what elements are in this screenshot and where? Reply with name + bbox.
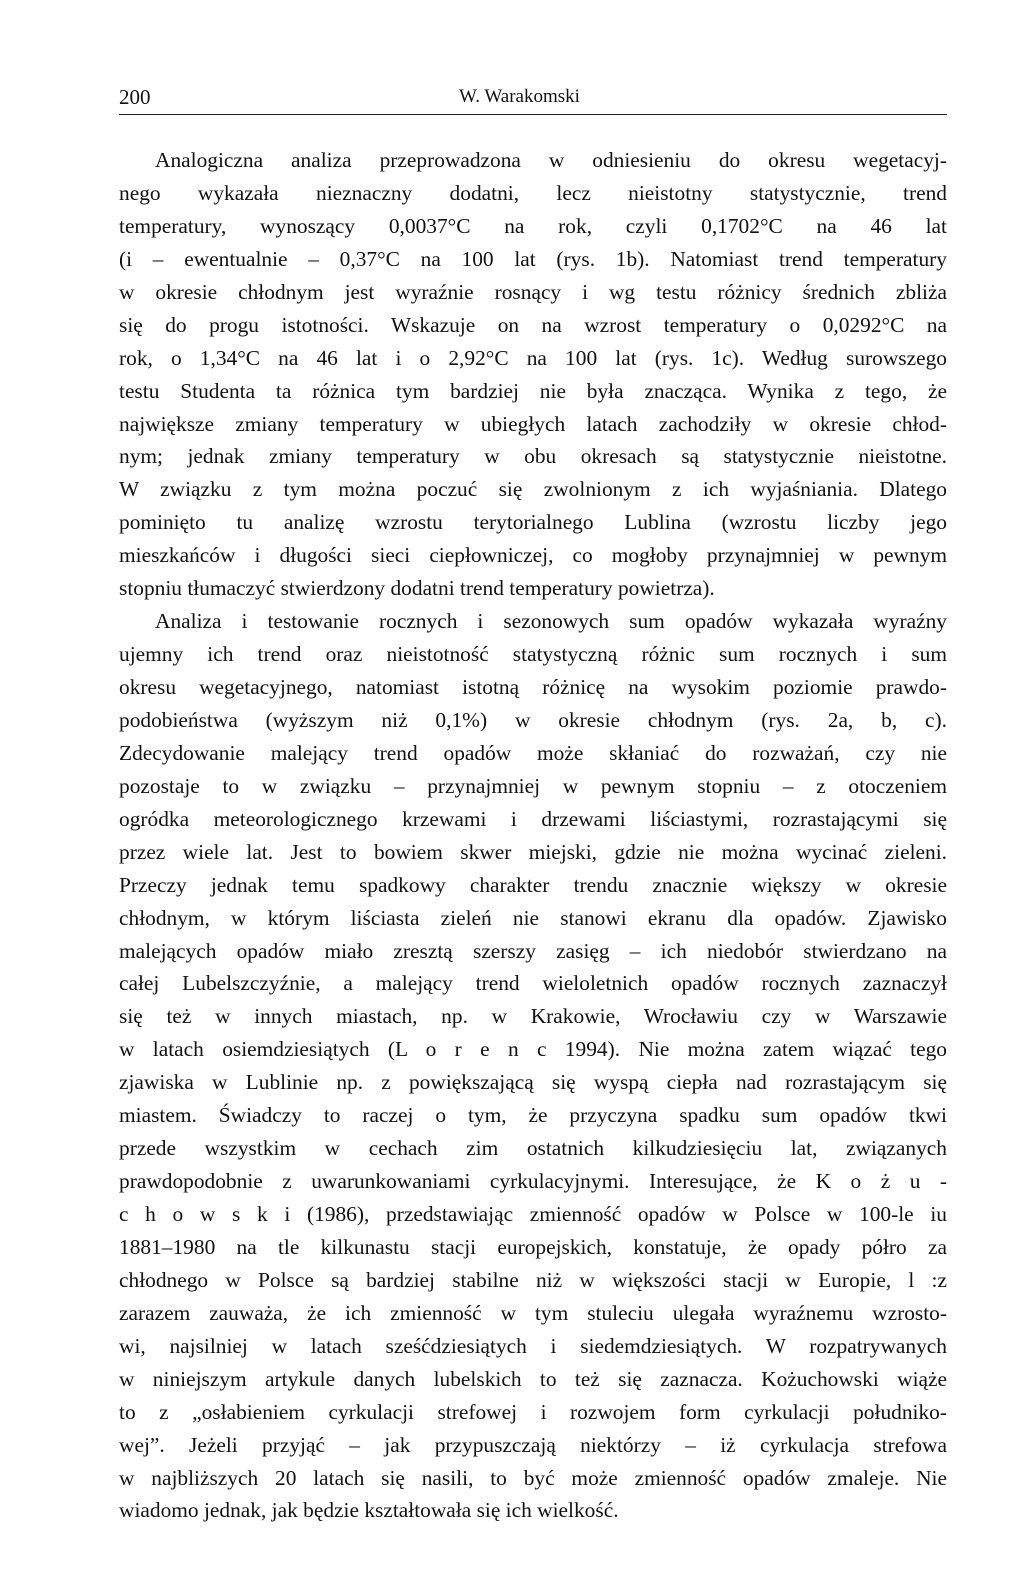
text-line: prawdopodobnie z uwarunkowaniami cyrkulacyjnymi. Interesujące, że K o ż u -	[119, 1169, 947, 1194]
text-line: podobieństwa (wyższym niż 0,1%) w okresie chłodnym (rys. 2a, b, c).	[119, 707, 947, 732]
text-line: wi, najsilniej w latach sześćdziesiątych i siedemdziesiątych. W rozpatrywanych	[119, 1333, 947, 1358]
text-line: temperatury, wynoszący 0,0037°C na rok, czyli 0,1702°C na 46 lat	[119, 213, 947, 238]
text-line: w najbliższych 20 latach się nasili, to być może zmienność opadów zmaleje. Nie	[119, 1465, 947, 1490]
text-line: przez wiele lat. Jest to bowiem skwer miejski, gdzie nie można wycinać zieleni.	[119, 839, 947, 864]
text-line: Analiza i testowanie rocznych i sezonowych sum opadów wykazała wyraźny	[155, 609, 947, 634]
text-line: Zdecydowanie malejący trend opadów może skłaniać do rozważań, czy nie	[119, 740, 947, 765]
text-line: miastem. Świadczy to raczej o tym, że przyczyna spadku sum opadów tkwi	[119, 1103, 947, 1128]
text-line: pozostaje to w związku – przynajmniej w pewnym stopniu – z otoczeniem	[119, 773, 947, 798]
text-line: wej”. Jeżeli przyjąć – jak przypuszczają niektórzy – iż cyrkulacja strefowa	[119, 1432, 947, 1457]
text-line: się też w innych miastach, np. w Krakowie, Wrocławiu czy w Warszawie	[119, 1004, 947, 1029]
text-line: nym; jednak zmiany temperatury w obu okresach są statystycznie nieistotne.	[119, 444, 947, 469]
text-line: Analogiczna analiza przeprowadzona w odniesieniu do okresu wegetacyj-	[155, 148, 947, 172]
header-rule	[119, 114, 947, 115]
journal-page	[119, 82, 947, 1523]
text-line: malejących opadów miało zresztą szerszy zasięg – ich niedobór stwierdzano na	[119, 938, 947, 963]
body-text	[119, 144, 947, 1527]
text-line: pominięto tu analizę wzrostu terytorialnego Lublina (wzrostu liczby jego	[119, 510, 947, 535]
text-line: wiadomo jednak, jak będzie kształtowała się ich wielkość.	[119, 1498, 619, 1523]
text-line: testu Studenta ta różnica tym bardziej nie była znacząca. Wynika z tego, że	[119, 378, 947, 403]
text-line: ujemny ich trend oraz nieistotność statystyczną różnic sum rocznych i sum	[119, 642, 947, 667]
text-line: rok, o 1,34°C na 46 lat i o 2,92°C na 100 lat (rys. 1c). Według surowszego	[119, 345, 947, 370]
text-line: w niniejszym artykule danych lubelskich to też się zaznacza. Kożuchowski wiąże	[119, 1366, 947, 1391]
text-line: 1881–1980 na tle kilkunastu stacji europejskich, konstatuje, że opady półro za	[119, 1234, 947, 1259]
text-line: w latach osiemdziesiątych (L o r e n c 1994). Nie można zatem wiązać tego	[119, 1037, 947, 1062]
text-line: zarazem zauważa, że ich zmienność w tym stuleciu ulegała wyraźnemu wzrosto-	[119, 1300, 947, 1325]
paragraph-1	[119, 144, 947, 605]
text-line: W związku z tym można poczuć się zwolnionym z ich wyjaśniania. Dlatego	[119, 477, 947, 502]
text-line: Przeczy jednak temu spadkowy charakter trendu znacznie większy w okresie	[119, 872, 947, 897]
running-header	[119, 82, 947, 112]
text-line: okresu wegetacyjnego, natomiast istotną różnicę na wysokim poziomie prawdo-	[119, 675, 947, 699]
text-line: największe zmiany temperatury w ubiegłych latach zachodziły w okresie chłod-	[119, 411, 947, 436]
text-line: zjawiska w Lublinie np. z powiększającą się wyspą ciepła nad rozrastającym się	[119, 1070, 947, 1095]
text-line: stopniu tłumaczyć stwierdzony dodatni trend temperatury powietrza).	[119, 576, 715, 601]
text-line: przede wszystkim w cechach zim ostatnich kilkudziesięciu lat, związanych	[119, 1136, 947, 1161]
page-number: 200	[119, 85, 151, 109]
text-line: (i – ewentualnie – 0,37°C na 100 lat (rys. 1b). Natomiast trend temperatury	[119, 246, 947, 271]
text-line: mieszkańców i długości sieci ciepłowniczej, co mogłoby przynajmniej w pewnym	[119, 543, 947, 568]
text-line: ogródka meteorologicznego krzewami i drzewami liściastymi, rozrastającymi się	[119, 806, 947, 831]
text-line: w okresie chłodnym jest wyraźnie rosnący i wg testu różnicy średnich zbliża	[119, 279, 947, 304]
text-line: nego wykazała nieznaczny dodatni, lecz nieistotny statystycznie, trend	[119, 180, 947, 205]
text-line: całej Lubelszczyźnie, a malejący trend wieloletnich opadów rocznych zaznaczył	[119, 971, 947, 996]
text-line: to z „osłabieniem cyrkulacji strefowej i rozwojem form cyrkulacji południko-	[119, 1399, 947, 1424]
paragraph-2	[119, 605, 947, 1527]
text-line: chłodnego w Polsce są bardziej stabilne niż w większości stacji w Europie, l :z	[119, 1267, 947, 1292]
text-line: c h o w s k i (1986), przedstawiając zmienność opadów w Polsce w 100-le iu	[119, 1202, 947, 1226]
running-title: W. Warakomski	[459, 86, 580, 107]
text-line: chłodnym, w którym liściasta zieleń nie stanowi ekranu dla opadów. Zjawisko	[119, 905, 947, 930]
text-line: się do progu istotności. Wskazuje on na wzrost temperatury o 0,0292°C na	[119, 312, 947, 337]
